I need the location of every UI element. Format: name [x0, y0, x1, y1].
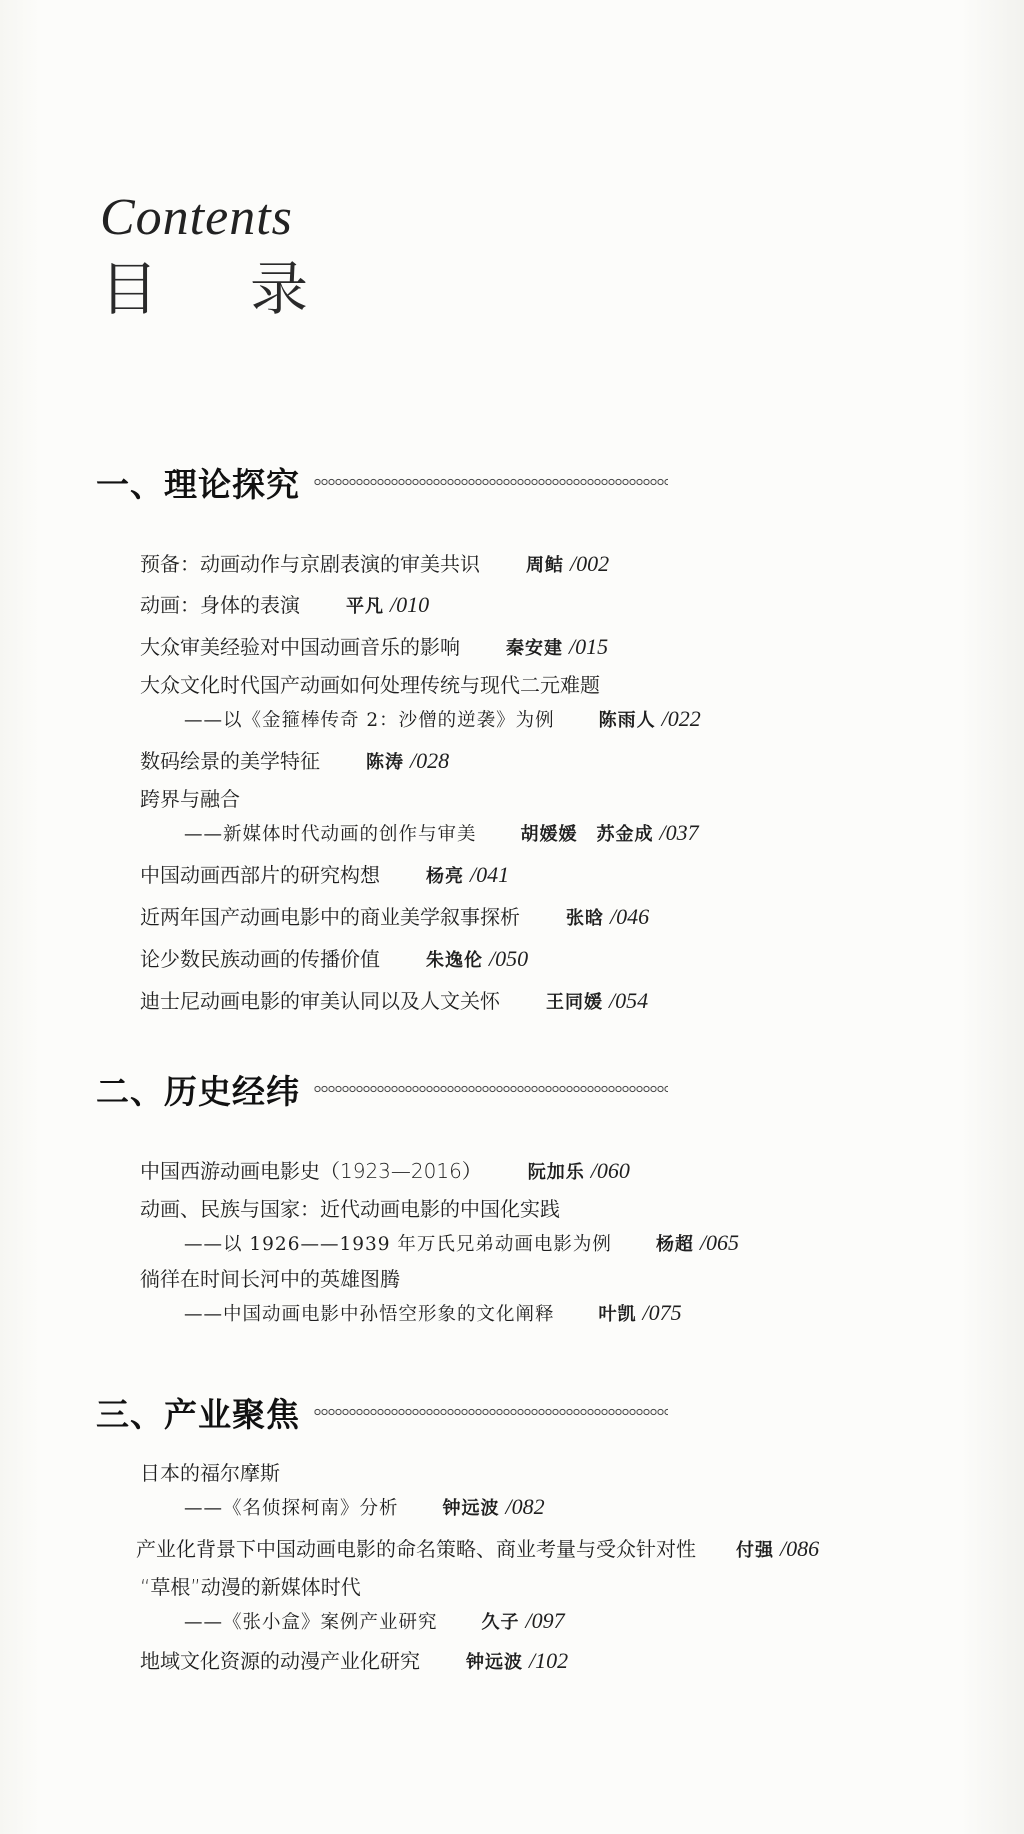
toc-entry[interactable]	[140, 988, 648, 1016]
entry-page: /010	[390, 592, 430, 617]
toc-entry[interactable]	[140, 862, 509, 890]
section-title: 二、历史经纬	[96, 1071, 300, 1111]
entry-page: /037	[659, 820, 699, 845]
entry-author: 胡媛媛 苏金成	[520, 824, 654, 845]
entry-title: 大众审美经验对中国动画音乐的影响	[140, 635, 460, 659]
entry-page: /028	[410, 748, 450, 773]
entry-title: 徜徉在时间长河中的英雄图腾	[140, 1267, 400, 1291]
toc-entry[interactable]	[140, 634, 608, 662]
entry-title: 动画、民族与国家：近代动画电影的中国化实践	[140, 1197, 560, 1221]
section-divider-ornament	[314, 1083, 668, 1095]
entry-author: 钟远波	[466, 1652, 523, 1673]
entry-page: /097	[525, 1608, 565, 1633]
title-chinese	[100, 254, 308, 324]
entry-page: /060	[590, 1158, 630, 1183]
entry-title: 论少数民族动画的传播价值	[140, 947, 380, 971]
toc-entry[interactable]	[140, 904, 649, 932]
entry-title: 预备：动画动作与京剧表演的审美共识	[140, 552, 480, 576]
entry-page: /046	[610, 904, 650, 929]
entry-page: /086	[780, 1536, 820, 1561]
toc-entry[interactable]	[140, 551, 609, 579]
section-heading-history	[96, 1067, 668, 1111]
toc-entry[interactable]	[140, 1158, 630, 1186]
entry-author: 久子	[481, 1612, 520, 1633]
entry-page: /054	[609, 988, 649, 1013]
entry-author: 付强	[736, 1540, 774, 1561]
entry-author: 叶凯	[598, 1304, 637, 1325]
entry-title: 大众文化时代国产动画如何处理传统与现代二元难题	[140, 673, 600, 697]
entry-author: 陈涛	[366, 752, 404, 773]
entry-page: /002	[570, 551, 610, 576]
entry-title: 日本的福尔摩斯	[140, 1461, 280, 1485]
entry-title: 跨界与融合	[140, 787, 240, 811]
toc-entry[interactable]	[140, 592, 429, 620]
entry-author: 杨超	[655, 1234, 694, 1255]
toc-entry[interactable]	[140, 1648, 568, 1676]
section-divider-ornament	[314, 476, 668, 488]
entry-author: 朱逸伦	[426, 950, 483, 971]
contents-header	[100, 188, 308, 324]
section-title: 三、产业聚焦	[96, 1394, 300, 1434]
toc-entry[interactable]	[140, 1460, 545, 1522]
section-heading-industry	[96, 1390, 668, 1434]
section-heading-theory	[96, 460, 668, 504]
toc-entry[interactable]	[140, 946, 528, 974]
entry-title: 动画：身体的表演	[140, 593, 300, 617]
entry-author: 平凡	[346, 596, 384, 617]
entry-author: 杨亮	[426, 866, 464, 887]
toc-entry[interactable]	[136, 1536, 819, 1564]
entry-author: 张晗	[566, 908, 604, 929]
entry-page: /041	[470, 862, 510, 887]
entry-page: /022	[661, 706, 701, 731]
entry-author: 钟远波	[442, 1498, 500, 1519]
toc-entry[interactable]	[140, 786, 699, 848]
entry-author: 阮加乐	[527, 1162, 585, 1183]
title-chinese-char-1: 目	[100, 255, 159, 323]
entry-subtitle: ——中国动画电影中孙悟空形象的文化阐释	[184, 1304, 555, 1325]
entry-subtitle: ——《张小盒》案例产业研究	[184, 1612, 438, 1633]
title-chinese-char-2: 录	[250, 255, 309, 323]
toc-entry[interactable]	[140, 672, 701, 734]
entry-author: 秦安建	[506, 638, 563, 659]
entry-page: /015	[569, 634, 609, 659]
entry-page: /065	[699, 1230, 740, 1255]
entry-subtitle: ——以 1926——1939 年万氏兄弟动画电影为例	[184, 1234, 612, 1255]
entry-page: /102	[529, 1648, 569, 1673]
entry-subtitle: ——《名侦探柯南》分析	[184, 1498, 399, 1519]
entry-title: 产业化背景下中国动画电影的命名策略、商业考量与受众针对性	[136, 1537, 696, 1561]
toc-entry[interactable]	[140, 1574, 565, 1636]
section-divider-ornament	[314, 1406, 668, 1418]
title-english: Contents	[100, 189, 293, 246]
entry-title: 中国动画西部片的研究构想	[140, 863, 380, 887]
entry-author: 陈雨人	[598, 710, 656, 731]
entry-title: 迪士尼动画电影的审美认同以及人文关怀	[140, 989, 500, 1013]
toc-entry[interactable]	[140, 1196, 739, 1258]
entry-page: /082	[505, 1494, 545, 1519]
toc-entry[interactable]	[140, 748, 449, 776]
entry-page: /075	[642, 1300, 682, 1325]
entry-title: 数码绘景的美学特征	[140, 749, 320, 773]
entry-author: 周鲒	[526, 555, 564, 576]
entry-subtitle: ——新媒体时代动画的创作与审美	[184, 824, 477, 845]
entry-title: “草根”动漫的新媒体时代	[140, 1575, 361, 1599]
entry-subtitle: ——以《金箍棒传奇 2：沙僧的逆袭》为例	[184, 710, 555, 731]
entry-title: 地域文化资源的动漫产业化研究	[140, 1649, 420, 1673]
entry-title: 中国西游动画电影史（1923—2016）	[140, 1159, 482, 1183]
section-title: 一、理论探究	[96, 464, 300, 504]
entry-title: 近两年国产动画电影中的商业美学叙事探析	[140, 905, 520, 929]
toc-entry[interactable]	[140, 1266, 682, 1328]
entry-page: /050	[489, 946, 529, 971]
entry-author: 王同媛	[546, 992, 603, 1013]
